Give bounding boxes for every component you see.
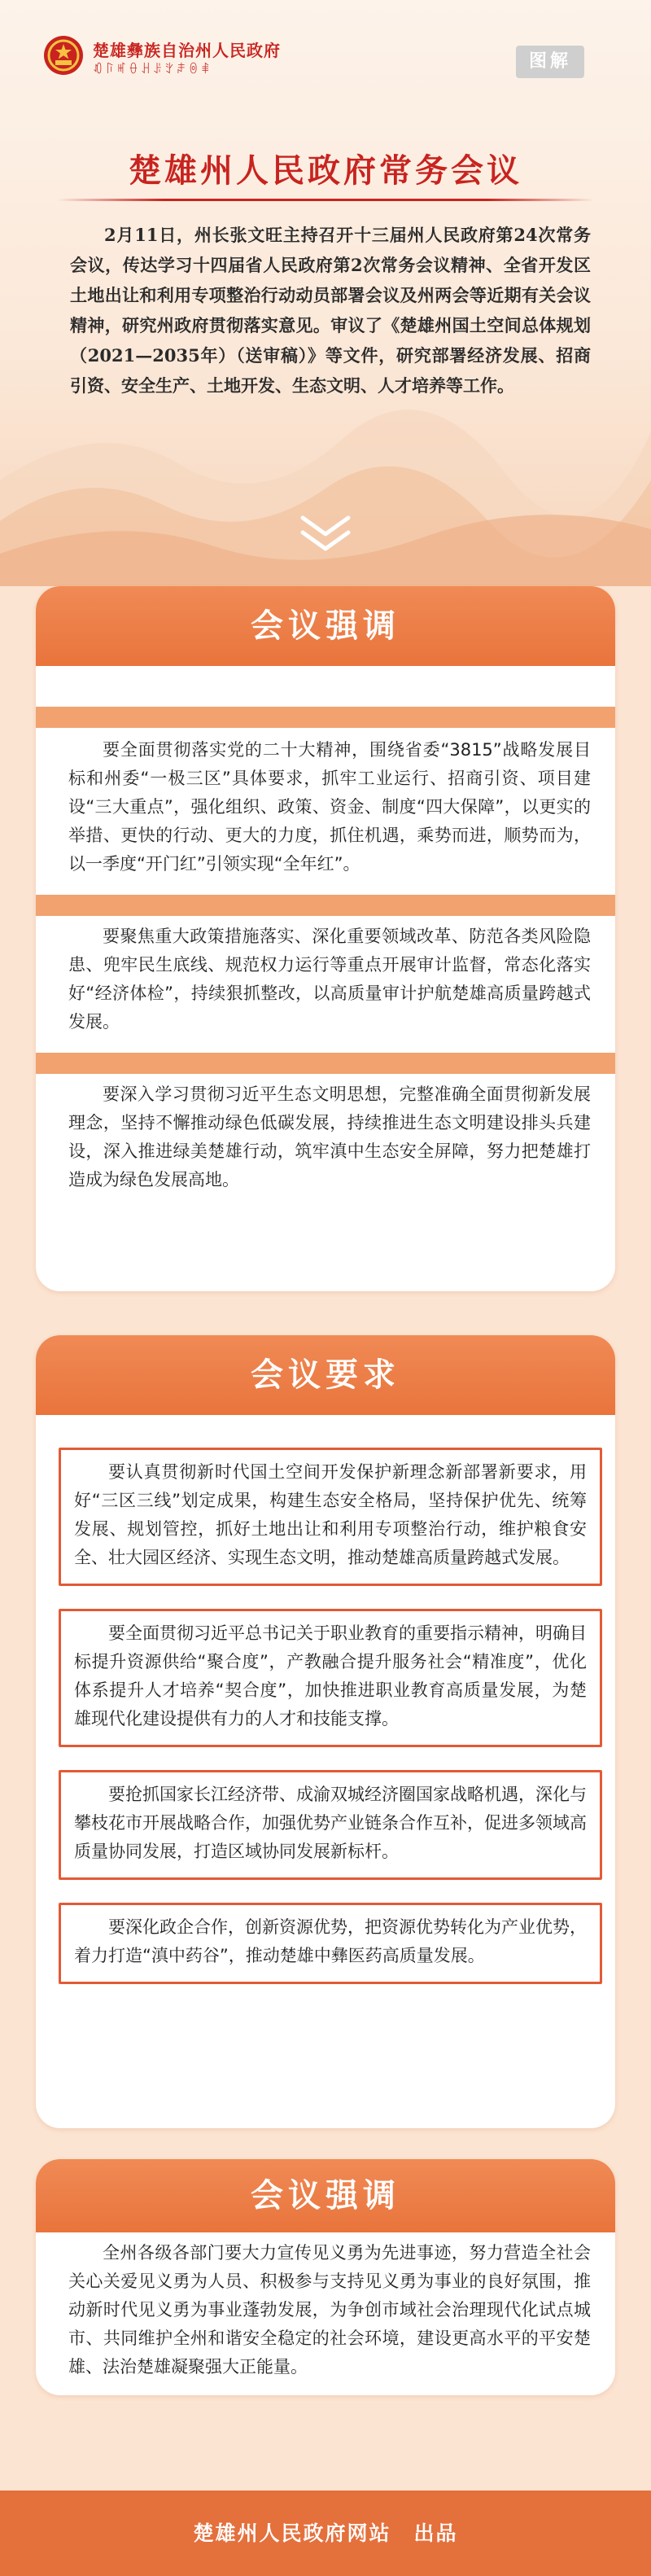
- requirement-item: 要认真贯彻新时代国土空间开发保护新理念新部署新要求，用好“三区三线”划定成果，构建生态安全格局，坚持保护优先、统筹发展、规划管控，抓好土地出让和利用专项整治行动，维护粮食安全、壮大园区经济、实现生态文明，推动楚雄高质量跨越式发展。: [59, 1448, 602, 1586]
- section-band: [36, 895, 615, 916]
- footer-source: 楚雄州人民政府网站: [193, 2521, 391, 2545]
- requirement-item: 要全面贯彻习近平总书记关于职业教育的重要指示精神，明确目标提升资源供给“聚合度”，产教融合提升服务社会“精准度”，优化体系提升人才培养“契合度”，加快推进职业教育高质量发展，为楚雄现代化建设提供有力的人才和技能支撑。: [59, 1609, 602, 1747]
- emphasis-item: 全州各级各部门要大力宣传见义勇为先进事迹，努力营造全社会关心关爱见义勇为人员、积极参与支持见义勇为事业的良好氛围，推动新时代见义勇为事业蓬勃发展，为争创市域社会治理现代化试点城市、共同维护全州和谐安全稳定的社会环境，建设更高水平的平安楚雄、法治楚雄凝聚强大正能量。: [68, 2243, 591, 2377]
- intro-paragraph: 2月11日，州长张文旺主持召开十三届州人民政府第24次常务会议，传达学习十四届省人民政府第2次常务会议精神、全省开发区土地出让和利用专项整治行动动员部署会议及州两会等近期有关会议精神，研究州政府贯彻落实意见。审议了《楚雄州国土空间总体规划（2021—2035年）（送审稿）》等文件，研究部署经济发展、招商引资、安全生产、土地开发、生态文明、人才培养等工作。: [70, 225, 591, 396]
- section-band: [36, 1053, 615, 1074]
- emphasis-item: 要全面贯彻落实党的二十大精神，围绕省委“3815”战略发展目标和州委“一极三区”具体要求，抓牢工业运行、招商引资、项目建设“三大重点”，强化组织、政策、资金、制度“四大保障”，以更实的举措、更快的行动、更大的力度，抓住机遇，乘势而进，顺势而为，以一季度“开门红”引领实现“全年红”。: [68, 740, 591, 874]
- footer: [0, 2491, 651, 2576]
- section-body: [36, 707, 615, 1211]
- org-name-yi: ꀒꑍꎭꂷꃅꌠꇬꌧꉻꑌ: [93, 62, 213, 77]
- org-name: 楚雄彝族自治州人民政府: [93, 41, 281, 60]
- tujie-badge: 图解: [516, 46, 584, 78]
- national-emblem-icon: [42, 34, 85, 77]
- emphasis-item: 要聚焦重大政策措施落实、深化重要领域改革、防范各类风险隐患、兜牢民生底线、规范权力运行等重点开展审计监督，常态化落实好“经济体检”，持续狠抓整改，以高质量审计护航楚雄高质量跨越式发展。: [68, 927, 591, 1032]
- section-meeting-requirements: [36, 1335, 615, 2128]
- section-body: [36, 2232, 615, 2381]
- requirement-item: 要抢抓国家长江经济带、成渝双城经济圈国家战略机遇，深化与攀枝花市开展战略合作，加强优势产业链条合作互补，促进多领域高质量协同发展，打造区域协同发展新标杆。: [59, 1770, 602, 1880]
- section-meeting-emphasis-2: [36, 2159, 615, 2395]
- section-title: 会议要求: [36, 1335, 615, 1415]
- section-title: 会议强调: [36, 586, 615, 666]
- page-title: 楚雄州人民政府常务会议: [129, 152, 522, 190]
- section-title: 会议强调: [36, 2159, 615, 2232]
- section-band: [36, 707, 615, 728]
- double-chevron-down-icon: [298, 511, 353, 557]
- header: [0, 0, 651, 586]
- section-body: [36, 1415, 615, 1984]
- title-divider: [57, 199, 594, 201]
- section-meeting-emphasis-1: [36, 586, 615, 1291]
- requirement-item: 要深化政企合作，创新资源优势，把资源优势转化为产业优势，着力打造“滇中药谷”，推动楚雄中彝医药高质量发展。: [59, 1903, 602, 1984]
- emphasis-item: 要深入学习贯彻习近平生态文明思想，完整准确全面贯彻新发展理念，坚持不懈推动绿色低碳发展，持续推进生态文明建设排头兵建设，深入推进绿美楚雄行动，筑牢滇中生态安全屏障，努力把楚雄打造成为绿色发展高地。: [68, 1084, 591, 1189]
- footer-suffix: 出品: [413, 2521, 458, 2545]
